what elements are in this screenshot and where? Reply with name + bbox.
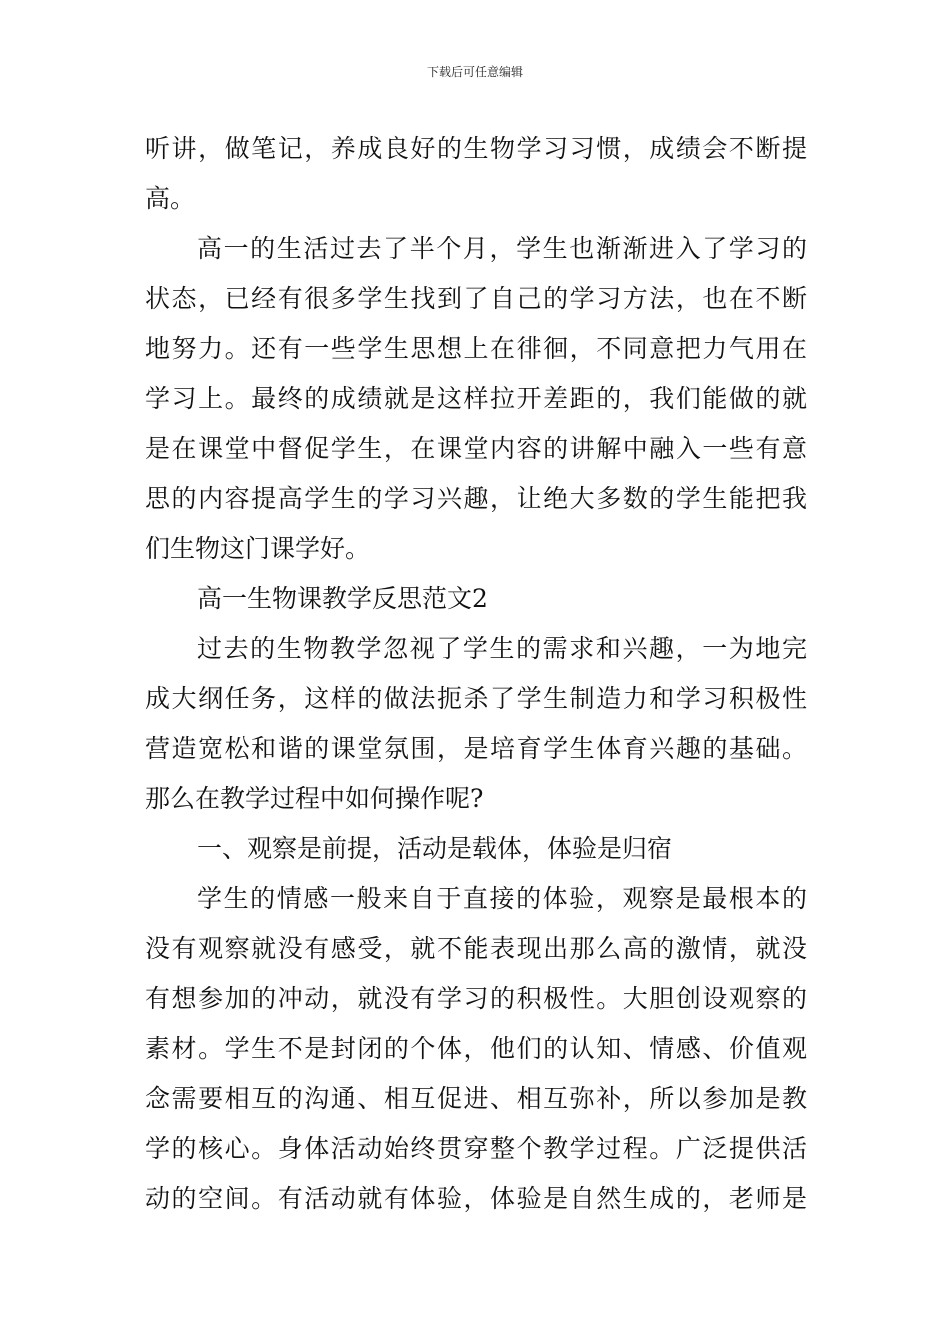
text-line: 们生物这门课学好。 — [145, 534, 371, 563]
text-line: 没有观察就没有感受，就不能表现出那么高的激情，就没 — [145, 934, 807, 963]
document-body — [145, 124, 807, 1224]
text-line: 是在课堂中督促学生，在课堂内容的讲解中融入一些有意 — [145, 434, 807, 463]
text-line: 营造宽松和谐的课堂氛围，是培育学生体育兴趣的基础。 — [145, 734, 807, 763]
text-line: 有想参加的冲动，就没有学习的积极性。大胆创设观察的 — [145, 984, 807, 1013]
text-line: 思的内容提高学生的学习兴趣，让绝大多数的学生能把我 — [145, 484, 807, 513]
text-line: 高一的生活过去了半个月，学生也渐渐进入了学习的 — [197, 234, 807, 263]
text-line: 动的空间。有活动就有体验，体验是自然生成的，老师是 — [145, 1184, 807, 1213]
subsection-heading: 一、观察是前提，活动是载体，体验是归宿 — [197, 834, 673, 863]
text-line: 状态，已经有很多学生找到了自己的学习方法，也在不断 — [145, 284, 807, 313]
text-line: 学生的情感一般来自于直接的体验，观察是最根本的 — [197, 884, 807, 913]
text-line: 成大纲任务，这样的做法扼杀了学生制造力和学习积极性 — [145, 684, 807, 713]
page-header-note: 下载后可任意编辑 — [426, 65, 523, 79]
text-line: 学习上。最终的成绩就是这样拉开差距的，我们能做的就 — [145, 384, 807, 413]
text-line: 过去的生物教学忽视了学生的需求和兴趣，一为地完 — [197, 634, 807, 663]
text-line: 那么在教学过程中如何操作呢? — [145, 784, 484, 813]
text-line: 念需要相互的沟通、相互促进、相互弥补，所以参加是教 — [145, 1084, 807, 1113]
text-line: 学的核心。身体活动始终贯穿整个教学过程。广泛提供活 — [145, 1134, 807, 1163]
text-line: 听讲，做笔记，养成良好的生物学习习惯，成绩会不断提 — [145, 134, 807, 163]
text-line: 高。 — [145, 184, 196, 213]
text-line: 地努力。还有一些学生思想上在徘徊，不同意把力气用在 — [145, 334, 807, 363]
text-line: 素材。学生不是封闭的个体，他们的认知、情感、价值观 — [145, 1034, 807, 1063]
section-heading: 高一生物课教学反思范文2 — [197, 584, 488, 613]
